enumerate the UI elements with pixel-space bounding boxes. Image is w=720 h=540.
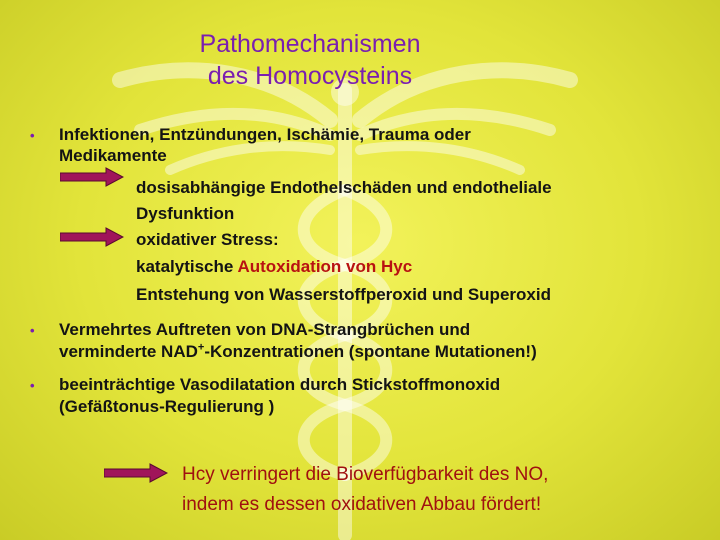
conclusion-line2: indem es dessen oxidativen Abbau fördert!: [182, 494, 542, 515]
sub-item-3-prefix: katalytische: [136, 257, 238, 276]
conclusion-line1: Hcy verringert die Bioverfügbarkeit des NO,: [182, 464, 549, 485]
sub-item-3: [136, 256, 412, 277]
sub-item-1: dosisabhängige Endothelschäden und endotheliale: [136, 178, 552, 197]
title-line-1: Pathomechanismen: [199, 30, 421, 58]
sub-item-3-highlight: Autoxidation von Hyc: [237, 257, 413, 276]
bullet2-superscript: +: [197, 341, 205, 354]
bullet2-line2-a: verminderte NAD: [59, 342, 198, 361]
bullet2-line2: [59, 341, 537, 362]
page-title: [0, 28, 620, 92]
sub-item-1-continued: Dysfunktion: [136, 204, 235, 223]
title-line-2: des Homocysteins: [207, 62, 413, 90]
sub-item-4: Entstehung von Wasserstoffperoxid und Superoxid: [136, 285, 551, 304]
bullet1-line1: Infektionen, Entzündungen, Ischämie, Trauma oder: [59, 125, 471, 144]
bullet2-line1: Vermehrtes Auftreten von DNA-Strangbrüchen und: [59, 320, 471, 339]
sub-item-2: oxidativer Stress:: [136, 230, 279, 249]
bullet-marker: •: [30, 378, 35, 393]
bullet3-line2: (Gefäßtonus-Regulierung ): [59, 397, 275, 416]
right-arrow-icon: [104, 463, 168, 483]
bullet2-line2-b: -Konzentrationen (spontane Mutationen!): [204, 342, 537, 361]
right-arrow-icon: [60, 227, 124, 247]
bullet1-line2: Medikamente: [59, 146, 167, 165]
right-arrow-icon: [60, 167, 124, 187]
bullet-marker: •: [30, 323, 35, 338]
bullet-marker: •: [30, 128, 35, 143]
bullet3-line1: beeinträchtige Vasodilatation durch Stickstoffmonoxid: [59, 375, 501, 394]
